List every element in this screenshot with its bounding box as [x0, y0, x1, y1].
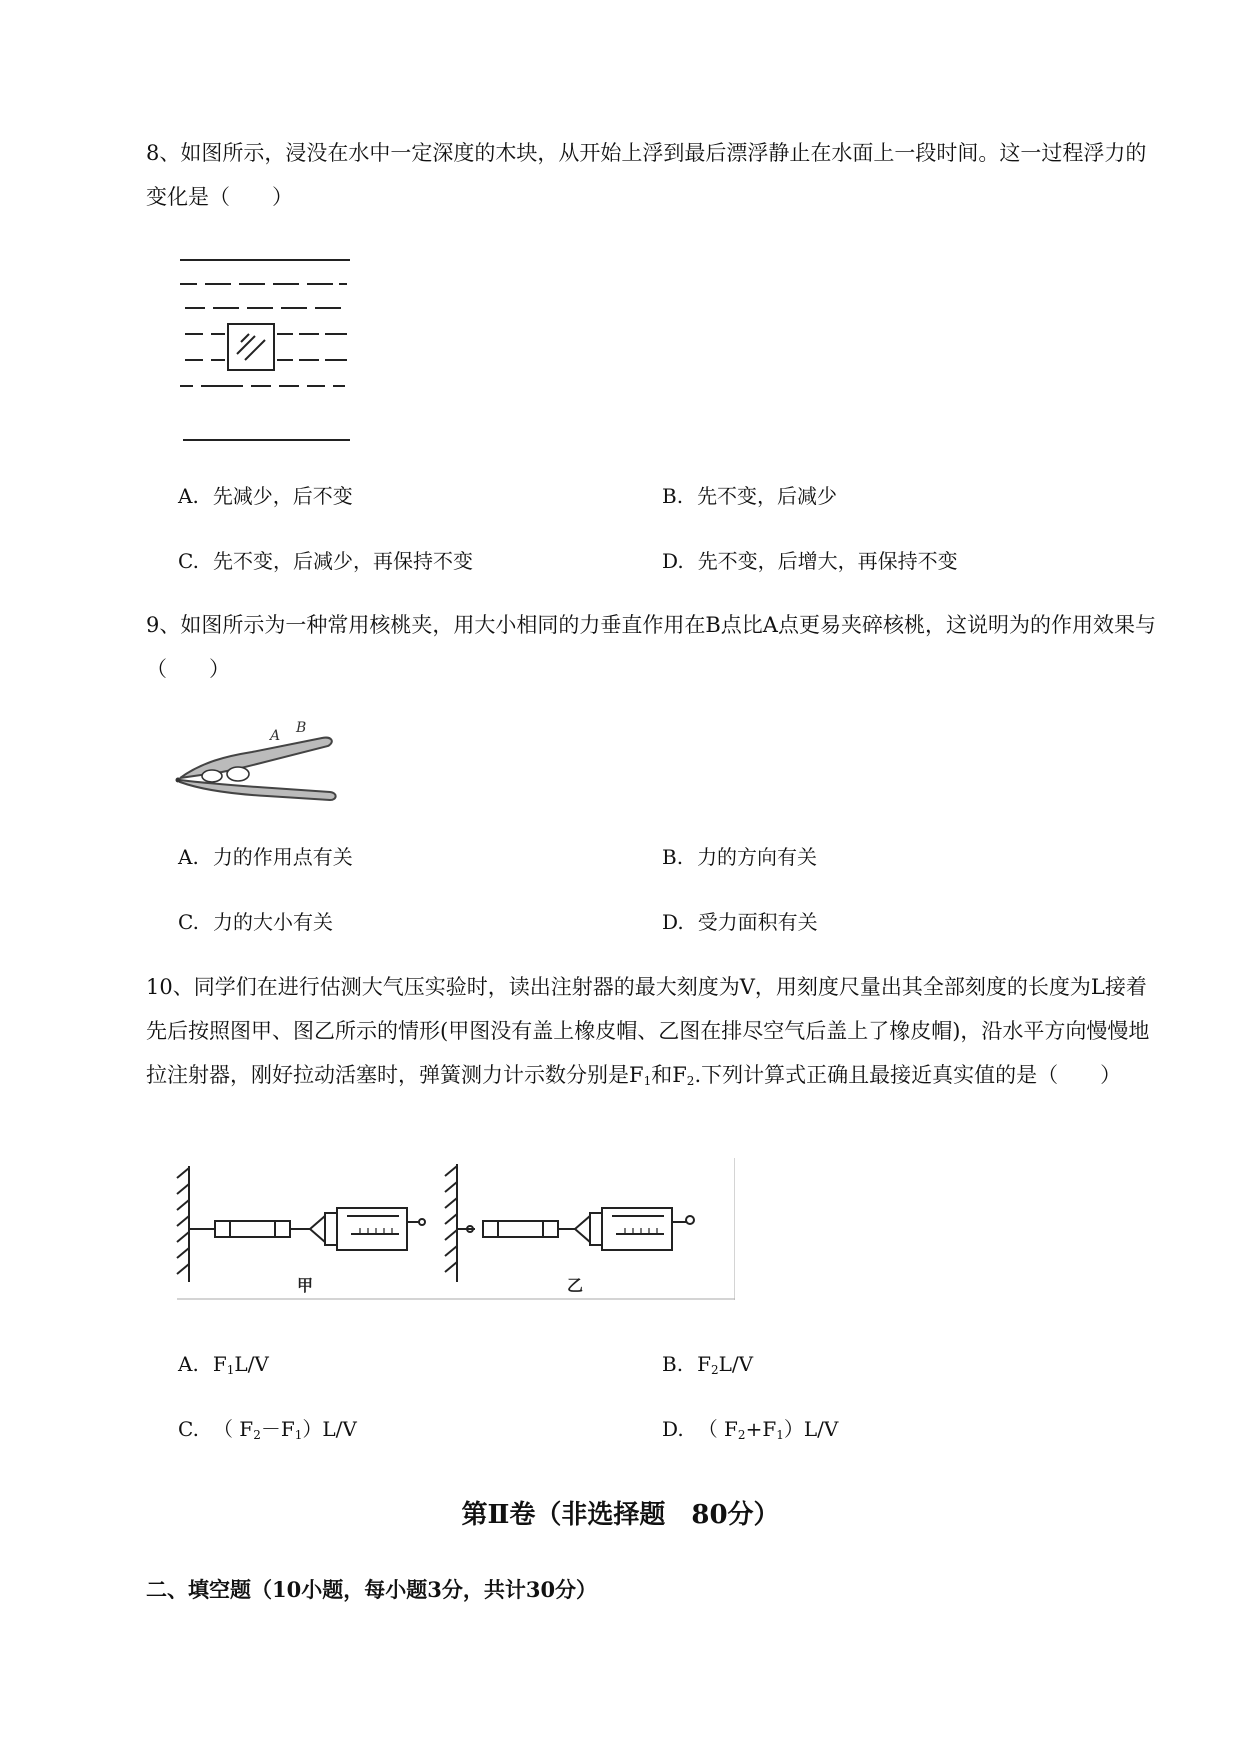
nutcracker-figure	[172, 712, 342, 802]
q8-option-a[interactable]: A. 先减少，后不变	[178, 484, 353, 508]
q9-option-d[interactable]: D. 受力面积有关	[662, 910, 818, 934]
section-ii-title: 第Ⅱ卷（非选择题 80分）	[461, 1500, 780, 1530]
q8-option-c[interactable]: C. 先不变，后减少，再保持不变	[178, 549, 473, 573]
q9-option-a[interactable]: A. 力的作用点有关	[178, 845, 353, 869]
figure-yi-label: 乙	[567, 1276, 584, 1295]
q9-option-b[interactable]: B. 力的方向有关	[662, 845, 818, 869]
point-a-label: A	[270, 728, 281, 744]
q9-option-c[interactable]: C. 力的大小有关	[178, 910, 333, 934]
q8-option-d[interactable]: D. 先不变，后增大，再保持不变	[662, 549, 958, 573]
q10-option-b[interactable]: B. $F_2L/V$	[662, 1352, 754, 1377]
water-block-figure	[175, 250, 360, 460]
figure-jia-label: 甲	[297, 1276, 314, 1295]
q10-option-c[interactable]: C. （ $F_2-F_1)L/V$	[178, 1417, 357, 1442]
q10-option-a[interactable]: A. $F_1L/V$	[178, 1352, 269, 1377]
question-8-text: 8、如图所示，浸没在水中一定深度的木块，从开始上浮到最后漂浮静止在水面上一段时间。这一过程浮力的变化是（ ）	[146, 141, 1147, 209]
q10-option-d[interactable]: D. （ $F_2+F_1)L/V$	[662, 1417, 839, 1442]
q8-option-b[interactable]: B. 先不变，后减少	[662, 484, 838, 508]
question-10-text: 10、同学们在进行估测大气压实验时，读出注射器的最大刻度为V，用刻度尺量出其全部刻度的长度为L接着先后按照图甲、图乙所示的情形(甲图没有盖上橡皮帽、乙图在排尽空气后盖上了橡皮帽)，沿水平方向慢慢地拉注射器，刚好拉动活塞时，弹簧测力计示数分别是$F_1$和$F_2$.下列计算式正确且最接近真实值的是（ ）	[146, 975, 1150, 1088]
syringe-experiment-figure	[175, 1158, 735, 1300]
question-9-text: 9、如图所示为一种常用核桃夹，用大小相同的力垂直作用在B点比A点更易夹碎核桃，这说明为的作用效果与（ ）	[146, 613, 1156, 681]
point-b-label: B	[296, 720, 307, 736]
fill-in-blank-heading: 二、填空题（10小题，每小题3分，共计30分）	[146, 1577, 598, 1602]
